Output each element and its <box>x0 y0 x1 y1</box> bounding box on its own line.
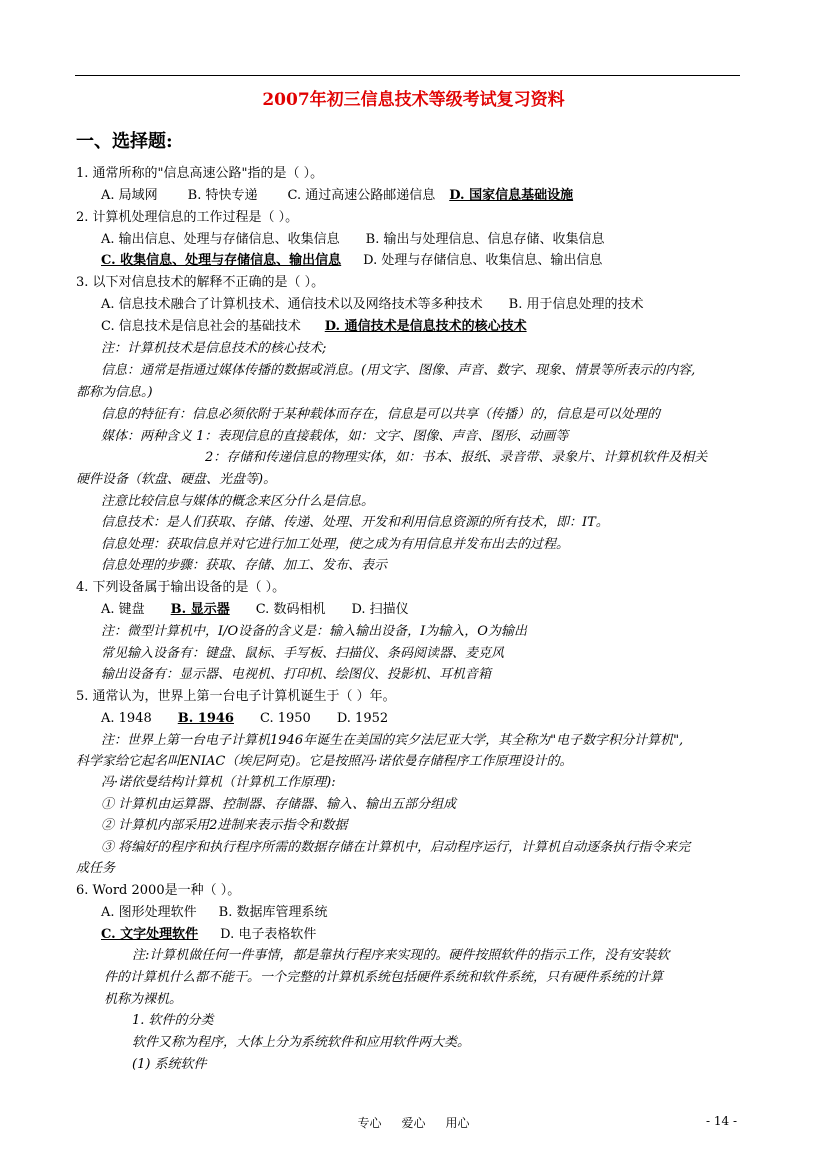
option-d-answer: D. 国家信息基础设施 <box>449 188 574 203</box>
option-b-answer: B. 显示器 <box>170 602 230 617</box>
note-line: 硬件设备（软盘、硬盘、光盘等)。 <box>76 472 277 487</box>
question-5-stem: 5. 通常认为，世界上第一台电子计算机诞生于（ ）年。 <box>76 689 396 704</box>
header-rule <box>75 75 740 76</box>
note-line: ② 计算机内部采用2进制来表示指令和数据 <box>101 818 348 833</box>
note-line: 软件又称为程序，大体上分为系统软件和应用软件两大类。 <box>132 1035 471 1050</box>
option-c: C. 通过高速公路邮递信息 <box>287 188 436 203</box>
question-2-options-row1 <box>101 230 604 249</box>
note-line: 信息：通常是指通过媒体传播的数据或消息。(用文字、图像、声音、数字、现象、情景等所表示的内容, <box>101 363 696 378</box>
option-c: C. 信息技术是信息社会的基础技术 <box>101 319 301 334</box>
question-2-options-row2 <box>101 251 602 270</box>
note-line: 信息处理的步骤：获取、存储、加工、发布、表示 <box>101 558 388 573</box>
option-d: D. 电子表格软件 <box>220 927 317 942</box>
question-6-stem: 6. Word 2000是一种（ ）。 <box>76 883 241 898</box>
question-1-stem: 1. 通常所称的"信息高速公路"指的是（ ）。 <box>76 166 324 181</box>
section-heading: 一、选择题: <box>76 131 173 152</box>
question-5-options <box>101 709 388 728</box>
option-d: D. 1952 <box>336 711 389 726</box>
note-line: 注：计算机技术是信息技术的核心技术; <box>101 341 327 356</box>
option-a: A. 键盘 <box>101 602 145 617</box>
note-line: 冯·诺依曼结构计算机（计算机工作原理): <box>101 775 336 790</box>
note-line: 注：世界上第一台电子计算机1946年诞生在美国的宾夕法尼亚大学，其全称为"电子数字积分计算机", <box>101 733 684 748</box>
question-3-stem: 3. 以下对信息技术的解释不正确的是（ ）。 <box>76 275 325 290</box>
option-a: A. 输出信息、处理与存储信息、收集信息 <box>101 232 340 247</box>
option-b: B. 输出与处理信息、信息存储、收集信息 <box>365 232 605 247</box>
note-line: 注：微型计算机中，I/O设备的含义是：输入输出设备，I为输入，O为输出 <box>101 624 527 639</box>
question-1-options <box>101 186 573 205</box>
question-2-stem: 2. 计算机处理信息的工作过程是（ ）。 <box>76 210 299 225</box>
note-line: 科学家给它起名叫ENIAC（埃尼阿克)。它是按照冯·诺依曼存储程序工作原理设计的。 <box>76 754 573 769</box>
note-line: (1) 系统软件 <box>132 1057 207 1072</box>
note-line: 注意比较信息与媒体的概念来区分什么是信息。 <box>101 494 375 509</box>
note-line: 常见输入设备有：键盘、鼠标、手写板、扫描仪、条码阅读器、麦克风 <box>101 646 505 661</box>
option-d-answer: D. 通信技术是信息技术的核心技术 <box>324 319 527 334</box>
option-a: A. 1948 <box>101 711 152 726</box>
note-line: 成任务 <box>76 861 116 876</box>
option-b: B. 特快专递 <box>187 188 258 203</box>
note-line: 信息处理：获取信息并对它进行加工处理，使之成为有用信息并发布出去的过程。 <box>101 537 570 552</box>
option-c-answer: C. 收集信息、处理与存储信息、输出信息 <box>101 253 342 268</box>
note-line: 信息技术：是人们获取、存储、传递、处理、开发和利用信息资源的所有技术，即：IT。 <box>101 515 609 530</box>
option-b: B. 数据库管理系统 <box>218 905 328 920</box>
question-4-options <box>101 600 409 619</box>
option-c: C. 1950 <box>259 711 311 726</box>
option-c: C. 数码相机 <box>255 602 326 617</box>
footer-word: 爱心 <box>401 1116 426 1130</box>
note-line: 都称为信息。) <box>76 385 153 400</box>
option-d: D. 扫描仪 <box>351 602 409 617</box>
note-line: 件的计算机什么都不能干。一个完整的计算机系统包括硬件系统和软件系统，只有硬件系统的计算 <box>104 970 664 985</box>
note-line: 1. 软件的分类 <box>132 1013 214 1028</box>
footer-word: 用心 <box>445 1116 470 1130</box>
option-c-answer: C. 文字处理软件 <box>101 927 199 942</box>
question-4-stem: 4. 下列设备属于输出设备的是（ ）。 <box>76 580 286 595</box>
note-line: 注:计算机做任何一件事情，都是靠执行程序来实现的。硬件按照软件的指示工作，没有安装软 <box>132 948 670 963</box>
note-line: ③ 将编好的程序和执行程序所需的数据存储在计算机中，启动程序运行，计算机自动逐条执行指令来完 <box>101 840 691 855</box>
note-line: ① 计算机由运算器、控制器、存储器、输入、输出五部分组成 <box>101 797 457 812</box>
note-line: 机称为裸机。 <box>104 992 183 1007</box>
option-b-answer: B. 1946 <box>177 711 234 726</box>
question-6-options-row2 <box>101 925 316 944</box>
note-line: 输出设备有：显示器、电视机、打印机、绘图仪、投影机、耳机音箱 <box>101 667 492 682</box>
option-d: D. 处理与存储信息、收集信息、输出信息 <box>363 253 603 268</box>
note-line: 信息的特征有：信息必须依附于某种载体而存在，信息是可以共享（传播）的，信息是可以处理的 <box>101 407 661 422</box>
question-3-options-row2 <box>101 317 527 336</box>
footer-word: 专心 <box>357 1116 382 1130</box>
option-b: B. 用于信息处理的技术 <box>508 297 644 312</box>
option-a: A. 信息技术融合了计算机技术、通信技术以及网络技术等多种技术 <box>101 297 483 312</box>
document-title: 2007年初三信息技术等级考试复习资料 <box>262 90 565 110</box>
option-a: A. 图形处理软件 <box>101 905 197 920</box>
note-line: 2：存储和传递信息的物理实体，如：书本、报纸、录音带、录象片、计算机软件及相关 <box>205 450 708 465</box>
page-footer <box>0 1114 827 1131</box>
question-3-options-row1 <box>101 295 643 314</box>
option-a: A. 局域网 <box>101 188 158 203</box>
page-number: - 14 - <box>706 1114 738 1128</box>
note-line: 媒体：两种含义 1：表现信息的直接载体，如：文字、图像、声音、图形、动画等 <box>101 429 569 444</box>
question-6-options-row1 <box>101 903 327 922</box>
